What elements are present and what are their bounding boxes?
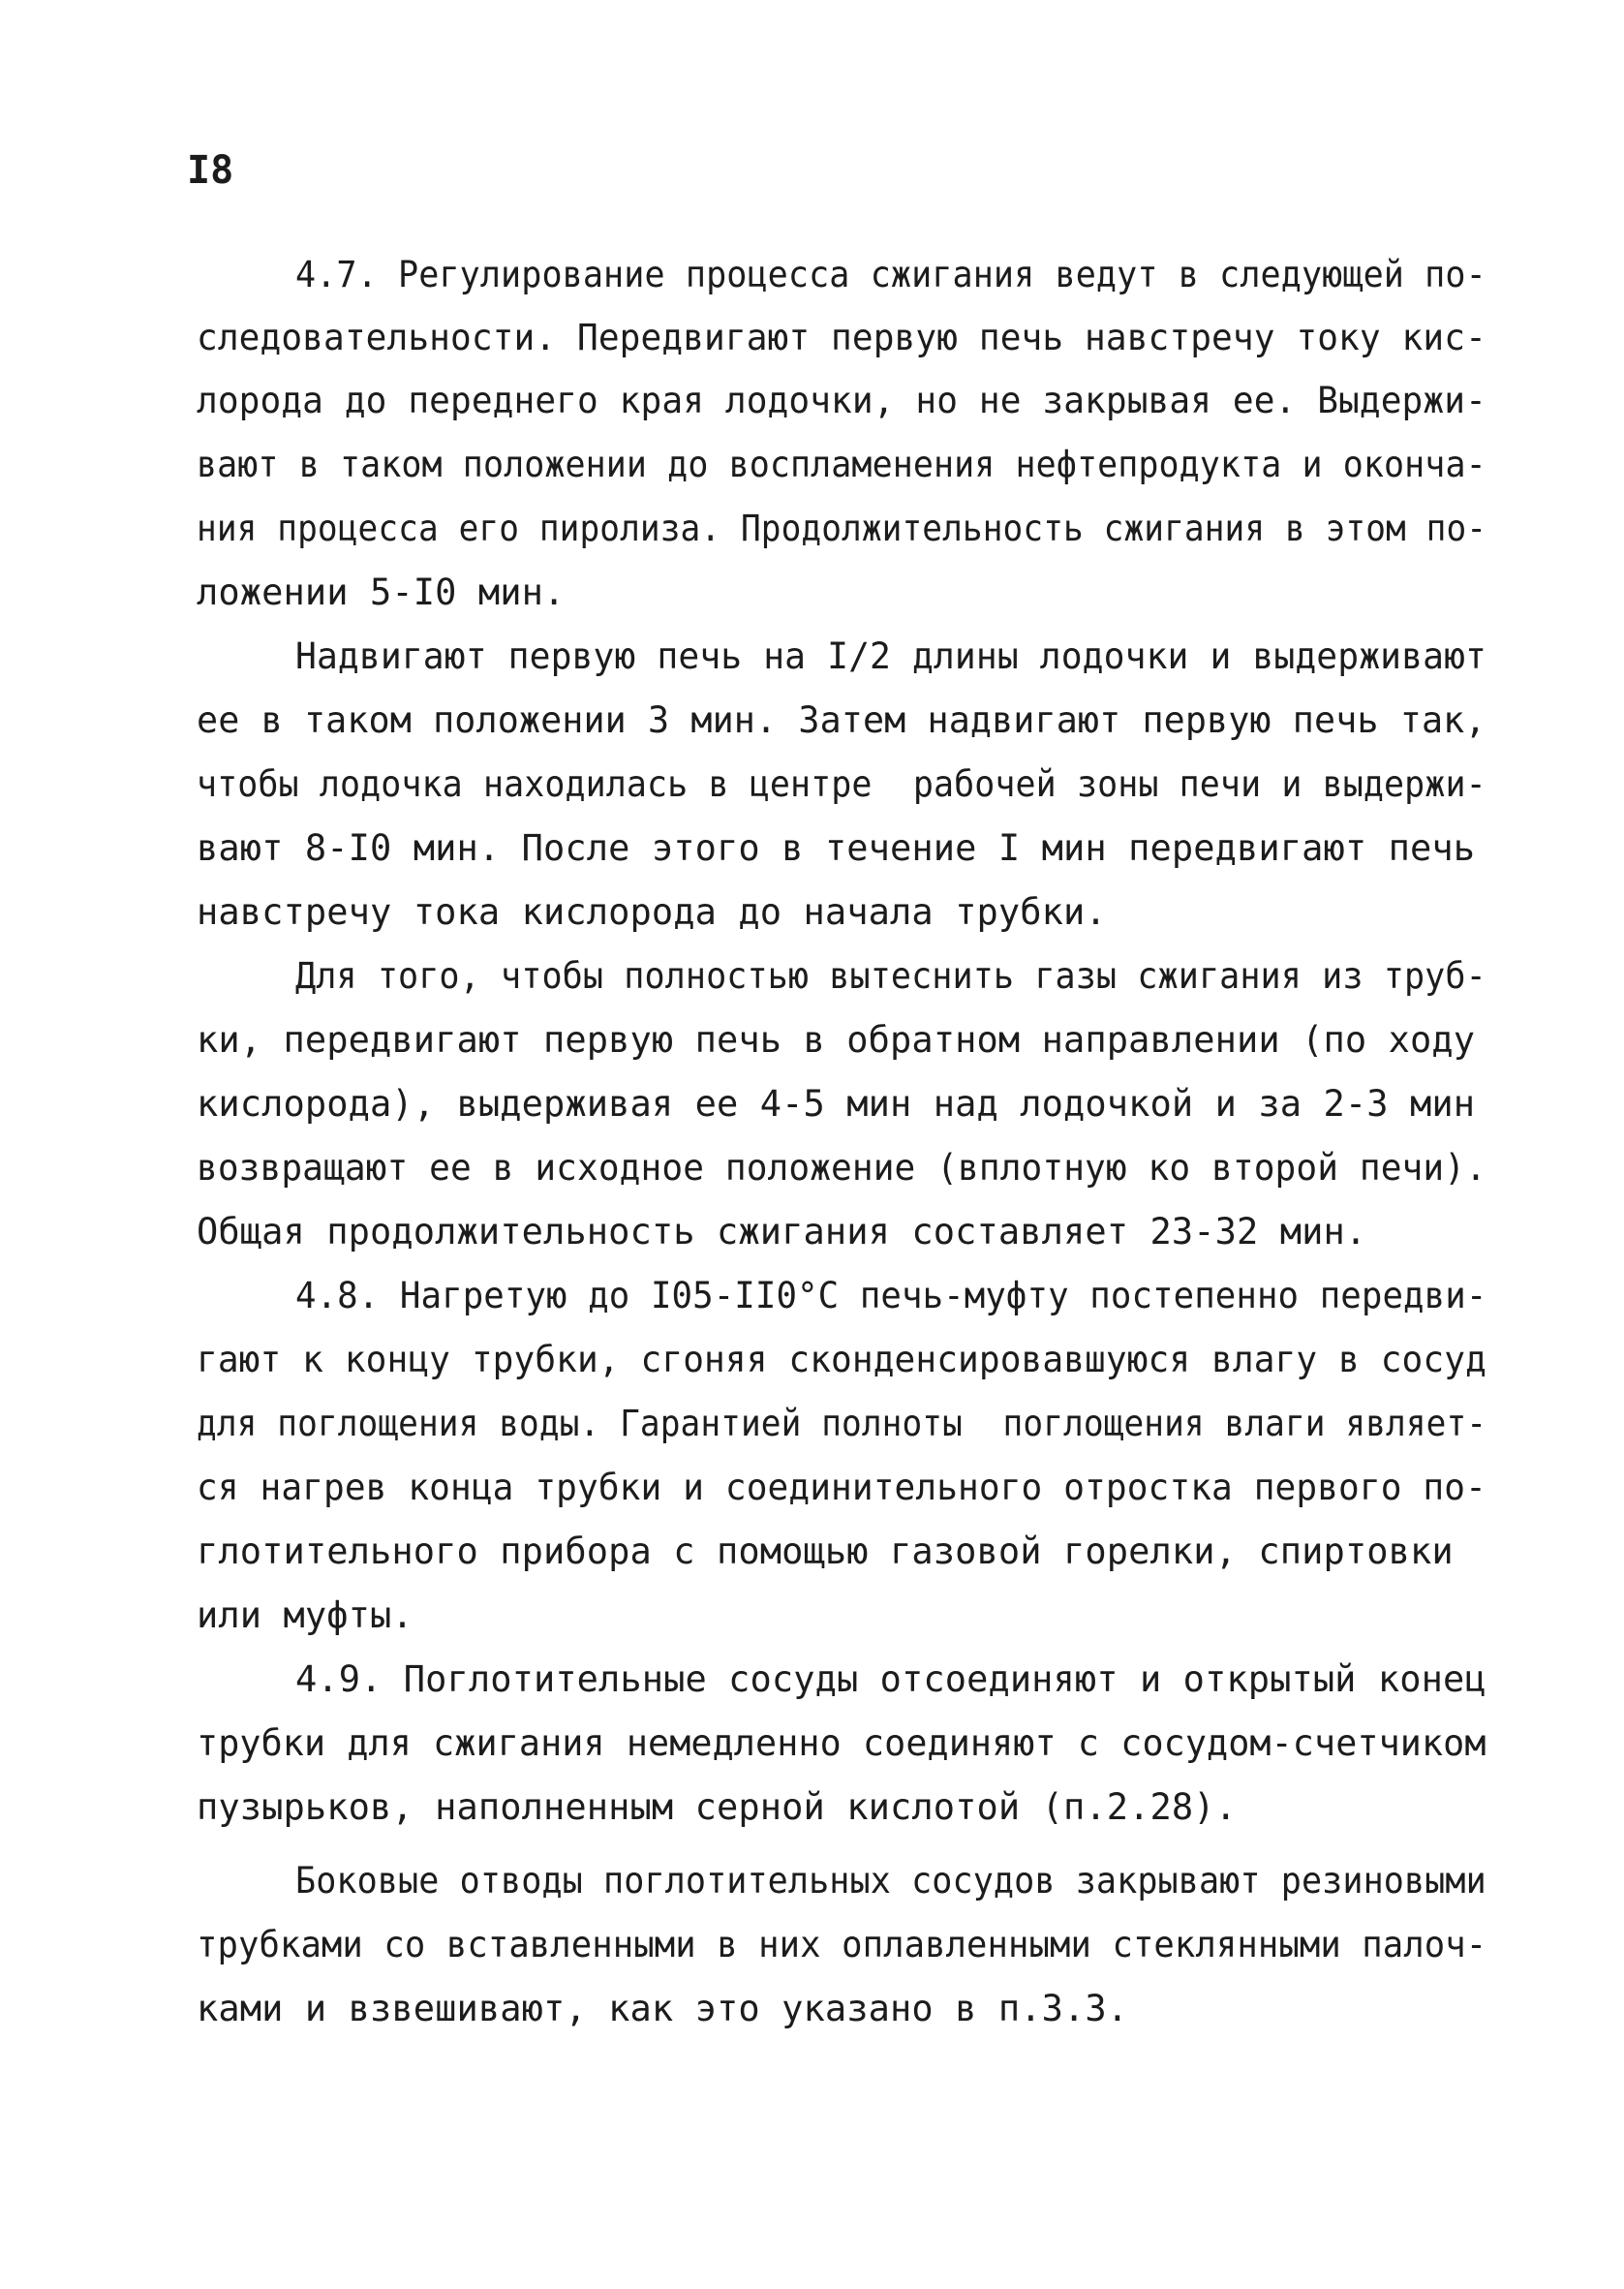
text-line: ся нагрев конца трубки и соединительного отростка первого по- (197, 1467, 1486, 1508)
text-line: следовательности. Передвигают первую печь навстречу току кис- (197, 317, 1486, 358)
text-line: или муфты. (197, 1594, 414, 1636)
text-line: кислорода), выдерживая ее 4-5 мин над лодочкой и за 2-3 мин (197, 1083, 1476, 1125)
text-line: для поглощения воды. Гарантией полноты поглощения влаги являет- (197, 1403, 1487, 1444)
text-line: ее в таком положении 3 мин. Затем надвигают первую печь так, (197, 699, 1486, 741)
text-line: пузырьков, наполненным серной кислотой (п.2.28). (197, 1786, 1238, 1828)
text-line: ния процесса его пиролиза. Продолжительность сжигания в этом по- (197, 508, 1487, 549)
text-line: Общая продолжительность сжигания составляет 23-32 мин. (197, 1211, 1367, 1253)
text-line: Для того, чтобы полностью вытеснить газы сжигания из труб- (295, 955, 1486, 997)
page-number: I8 (187, 148, 234, 193)
text-line: навстречу тока кислорода до начала трубки. (197, 891, 1107, 933)
text-line: 4.8. Нагретую до I05-II0°С печь-муфту постепенно передви- (295, 1275, 1487, 1316)
text-line: вают 8-I0 мин. После этого в течение I мин передвигают печь (197, 827, 1476, 869)
text-line: возвращают ее в исходное положение (вплотную ко второй печи). (197, 1147, 1486, 1189)
text-line: Надвигают первую печь на I/2 длины лодочки и выдерживают (295, 635, 1487, 677)
text-line: трубками со вставленными в них оплавленными стеклянными палоч- (197, 1924, 1487, 1965)
text-line: 4.7. Регулирование процесса сжигания ведут в следующей по- (295, 254, 1486, 295)
text-line: ки, передвигают первую печь в обратном направлении (по ходу (197, 1019, 1476, 1061)
text-line: Боковые отводы поглотительных сосудов закрывают резиновыми (295, 1860, 1486, 1902)
text-line: лорода до переднего края лодочки, но не закрывая ее. Выдержи- (197, 380, 1486, 421)
text-line: ками и взвешивают, как это указано в п.3.3. (197, 1988, 1129, 2029)
text-line: трубки для сжигания немедленно соединяют с сосудом-счетчиком (197, 1722, 1486, 1764)
text-line: вают в таком положении до воспламенения нефтепродукта и оконча- (197, 444, 1486, 485)
text-line: 4.9. Поглотительные сосуды отсоединяют и открытый конец (295, 1658, 1486, 1700)
text-line: гают к концу трубки, сгоняя сконденсировавшуюся влагу в сосуд (197, 1339, 1486, 1380)
text-line: ложении 5-I0 мин. (197, 572, 566, 613)
text-line: чтобы лодочка находилась в центре рабочей зоны печи и выдержи- (197, 763, 1486, 805)
text-line: глотительного прибора с помощью газовой горелки, спиртовки (197, 1531, 1454, 1572)
